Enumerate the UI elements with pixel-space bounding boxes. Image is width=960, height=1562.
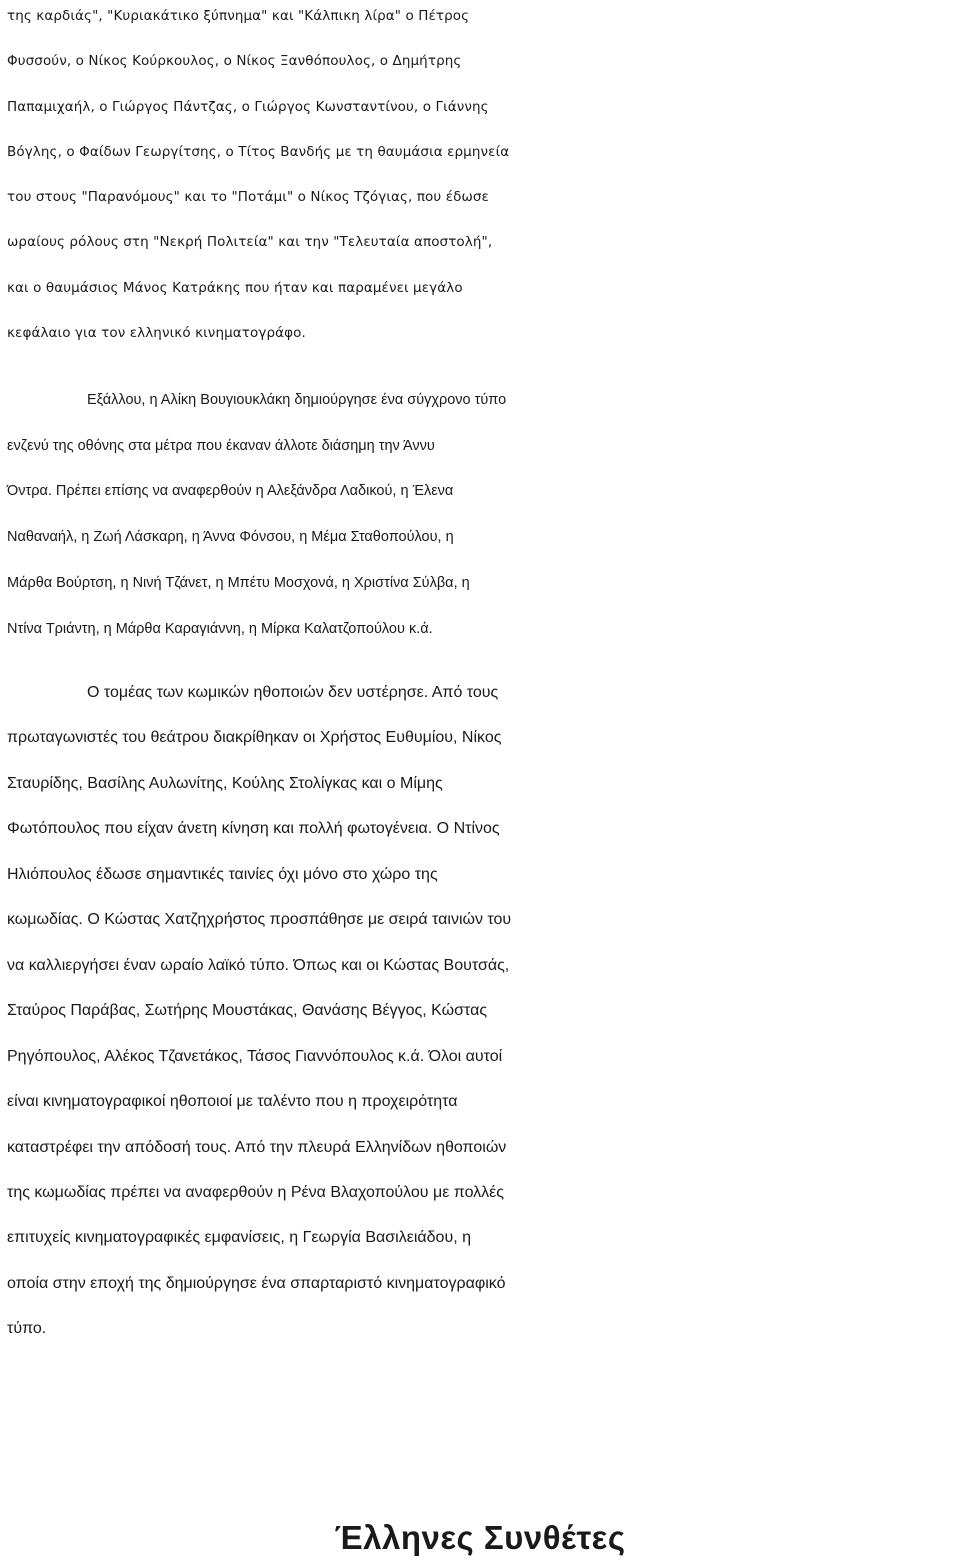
text-line: ενζενύ της οθόνης στα μέτρα που έκαναν άλλοτε διάσημη την Άννυ (7, 437, 435, 454)
text-line: Όντρα. Πρέπει επίσης να αναφερθούν η Αλεξάνδρα Λαδικού, η Έλενα (7, 483, 454, 500)
text-line: καταστρέφει την απόδοσή τους. Από την πλευρά Ελληνίδων ηθοποιών (7, 1138, 507, 1156)
text-line: πρωταγωνιστές του θεάτρου διακρίθηκαν οι Χρήστος Ευθυμίου, Νίκος (7, 729, 502, 747)
paragraph-comedians (7, 670, 959, 1352)
paragraph-actors (7, 0, 959, 356)
text-line: Ο τομέας των κωμικών ηθοποιών δεν υστέρησε. Από τους (87, 684, 499, 701)
text-line: ωραίους ρόλους στη "Νεκρή Πολιτεία" και την "Τελευταία αποστολή", (7, 234, 493, 251)
text-line: να καλλιεργήσει έναν ωραίο λαϊκό τύπο. Όπως και οι Κώστας Βουτσάς, (7, 956, 510, 974)
text-line: οποία στην εποχή της δημιούργησε ένα σπαρταριστό κινηματογραφικό (7, 1274, 506, 1292)
text-line: Ναθαναήλ, η Ζωή Λάσκαρη, η Άννα Φόνσου, η Μέμα Σταθοπούλου, η (7, 529, 454, 546)
text-line: Ρηγόπουλος, Αλέκος Τζανετάκος, Τάσος Γιαννόπουλος κ.ά. Όλοι αυτοί (7, 1047, 503, 1065)
text-line: κεφάλαιο για τον ελληνικό κινηματογράφο. (7, 325, 306, 342)
text-line: επιτυχείς κινηματογραφικές εμφανίσεις, η Γεωργία Βασιλειάδου, η (7, 1229, 471, 1247)
text-line: Παπαμιχαήλ, ο Γιώργος Πάντζας, ο Γιώργος Κωνσταντίνου, ο Γιάννης (7, 98, 489, 115)
text-line: κωμωδίας. Ο Κώστας Χατζηχρήστος προσπάθησε με σειρά ταινιών του (7, 911, 512, 929)
paragraph-actresses (7, 378, 959, 652)
text-line: Ηλιόπουλος έδωσε σημαντικές ταινίες όχι μόνο στο χώρο της (7, 865, 438, 883)
text-line: του στους "Παρανόμους" και το "Ποτάμι" ο Νίκος Τζόγιας, που έδωσε (7, 189, 489, 206)
text-line: Μάρθα Βούρτση, η Νινή Τζάνετ, η Μπέτυ Μοσχονά, η Χριστίνα Σύλβα, η (7, 574, 470, 591)
text-line: της καρδιάς", "Κυριακάτικο ξύπνημα" και "Κάλπικη λίρα" ο Πέτρος (7, 8, 470, 24)
text-line: Εξάλλου, η Αλίκη Βουγιουκλάκη δημιούργησε ένα σύγχρονο τύπο (87, 392, 507, 408)
text-line: είναι κινηματογραφικοί ηθοποιοί με ταλέντο που η προχειρότητα (7, 1093, 458, 1111)
text-line: τύπο. (7, 1320, 47, 1338)
text-line: Σταυρίδης, Βασίλης Αυλωνίτης, Κούλης Στολίγκας και ο Μίμης (7, 774, 443, 792)
text-line: και ο θαυμάσιος Μάνος Κατράκης που ήταν και παραμένει μεγάλο (7, 279, 463, 296)
section-heading: Έλληνες Συνθέτες (334, 1519, 626, 1556)
text-line: Σταύρος Παράβας, Σωτήρης Μουστάκας, Θανάσης Βέγγος, Κώστας (7, 1002, 488, 1020)
text-line: Ντίνα Τριάντη, η Μάρθα Καραγιάννη, η Μίρκα Καλατζοπούλου κ.ά. (7, 620, 433, 637)
text-line: Βόγλης, ο Φαίδων Γεωργίτσης, ο Τίτος Βανδής με τη θαυμάσια ερμηνεία (7, 143, 510, 160)
text-line: της κωμωδίας πρέπει να αναφερθούν η Ρένα Βλαχοπούλου με πολλές (7, 1183, 505, 1201)
text-line: Φωτόπουλος που είχαν άνετη κίνηση και πολλή φωτογένεια. Ο Ντίνος (7, 820, 500, 838)
text-line: Φυσσούν, ο Νίκος Κούρκουλος, ο Νίκος Ξανθόπουλος, ο Δημήτρης (7, 53, 462, 70)
